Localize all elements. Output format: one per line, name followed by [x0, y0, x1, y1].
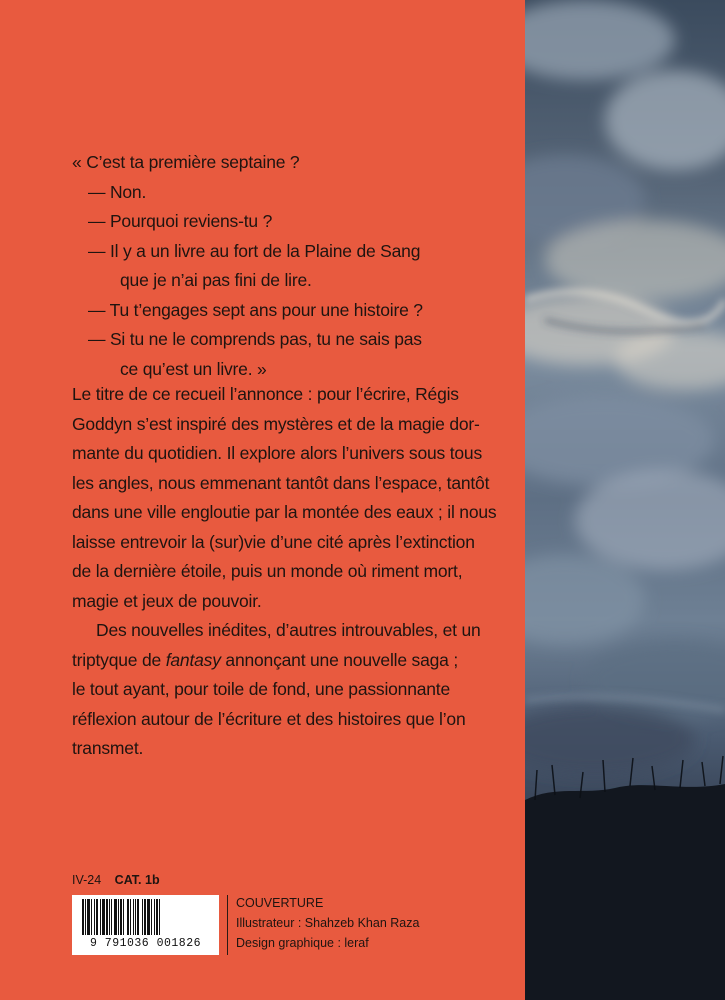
- barcode-digits: 9 791036 001826: [89, 937, 202, 950]
- catalog-ref: IV-24: [72, 873, 102, 887]
- dialogue-line: ce qu’est un livre. »: [120, 358, 267, 379]
- barcode-bar: [100, 899, 101, 935]
- italic-word: fantasy: [165, 649, 221, 670]
- barcode-bar: [133, 899, 134, 935]
- text-line: magie et jeux de pouvoir.: [72, 590, 262, 611]
- credits-design: Design graphique : leraf: [236, 936, 369, 950]
- barcode-bar: [118, 899, 119, 935]
- isbn-barcode: [72, 895, 219, 955]
- text-line: Le titre de ce recueil l’annonce : pour l’écrire, Régis: [72, 384, 459, 404]
- credits-illustrator: Illustrateur : Shahzeb Khan Raza: [236, 916, 420, 930]
- text-line: mante du quotidien. Il explore alors l’univers sous tous: [72, 443, 483, 463]
- text-line: Goddyn s’est inspiré des mystères et de la magie dor-: [72, 413, 480, 434]
- dialogue-excerpt: [72, 148, 512, 384]
- blurb-paragraph-1: [72, 380, 497, 616]
- barcode-bar: [111, 899, 112, 935]
- barcode-bar: [82, 899, 84, 935]
- dialogue-line: — Pourquoi reviens-tu ?: [88, 211, 273, 231]
- barcode-bar: [135, 899, 136, 935]
- text-line: Des nouvelles inédites, d’autres introuvables, et un: [96, 620, 481, 640]
- barcode-bar: [96, 899, 98, 935]
- barcode-bar: [154, 899, 155, 935]
- dialogue-line: — Tu t’engages sept ans pour une histoire ?: [88, 299, 423, 320]
- cover-illustration-clouds: [525, 0, 725, 1000]
- cover-credits: [236, 893, 419, 953]
- barcode-bar: [159, 899, 160, 935]
- blurb: [72, 380, 497, 764]
- barcode-bar: [151, 899, 152, 935]
- barcode-bars: [72, 895, 219, 939]
- divider: [227, 895, 228, 955]
- barcode-bar: [109, 899, 110, 935]
- barcode-bar: [147, 899, 150, 935]
- barcode-bar: [102, 899, 105, 935]
- text-span: annonçant une nouvelle saga ;: [220, 649, 458, 670]
- catalog-code: CAT. 1b: [114, 873, 160, 887]
- text-span: triptyque de: [72, 649, 166, 670]
- barcode-bar: [144, 899, 146, 935]
- barcode-bar: [120, 899, 122, 935]
- credits-heading: COUVERTURE: [236, 896, 324, 910]
- barcode-bar: [85, 899, 86, 935]
- text-line: les angles, nous emmenant tantôt dans l’espace, tantôt: [72, 472, 490, 493]
- text-line: [72, 646, 487, 676]
- barcode-bar: [87, 899, 90, 935]
- barcode-bar: [137, 899, 139, 935]
- barcode-bar: [127, 899, 129, 935]
- text-line: dans une ville engloutie par la montée des eaux ; il nous: [72, 502, 497, 522]
- barcode-bar: [156, 899, 158, 935]
- barcode-bar: [114, 899, 117, 935]
- catalog-line: [72, 872, 160, 888]
- barcode-bar: [94, 899, 95, 935]
- text-line: le tout ayant, pour toile de fond, une passionnante: [72, 679, 451, 699]
- dialogue-line: — Non.: [88, 181, 147, 202]
- text-line: laisse entrevoir la (sur)vie d’une cité après l’extinction: [72, 531, 475, 552]
- barcode-bar: [142, 899, 143, 935]
- barcode-bar: [91, 899, 92, 935]
- text-line: transmet.: [72, 738, 144, 758]
- dialogue-line: — Si tu ne le comprends pas, tu ne sais pas: [88, 329, 422, 349]
- dialogue-line: « C’est ta première septaine ?: [72, 152, 300, 172]
- barcode-bar: [123, 899, 124, 935]
- text-line: réflexion autour de l’écriture et des histoires que l’on: [72, 708, 466, 729]
- dialogue-line: que je n’ai pas fini de lire.: [120, 270, 312, 290]
- barcode-bar: [130, 899, 131, 935]
- text-line: de la dernière étoile, puis un monde où riment mort,: [72, 561, 463, 581]
- blurb-paragraph-2: [72, 616, 487, 764]
- barcode-bar: [106, 899, 108, 935]
- dialogue-line: — Il y a un livre au fort de la Plaine de Sang: [88, 240, 421, 261]
- cloud-painting: [525, 0, 725, 1000]
